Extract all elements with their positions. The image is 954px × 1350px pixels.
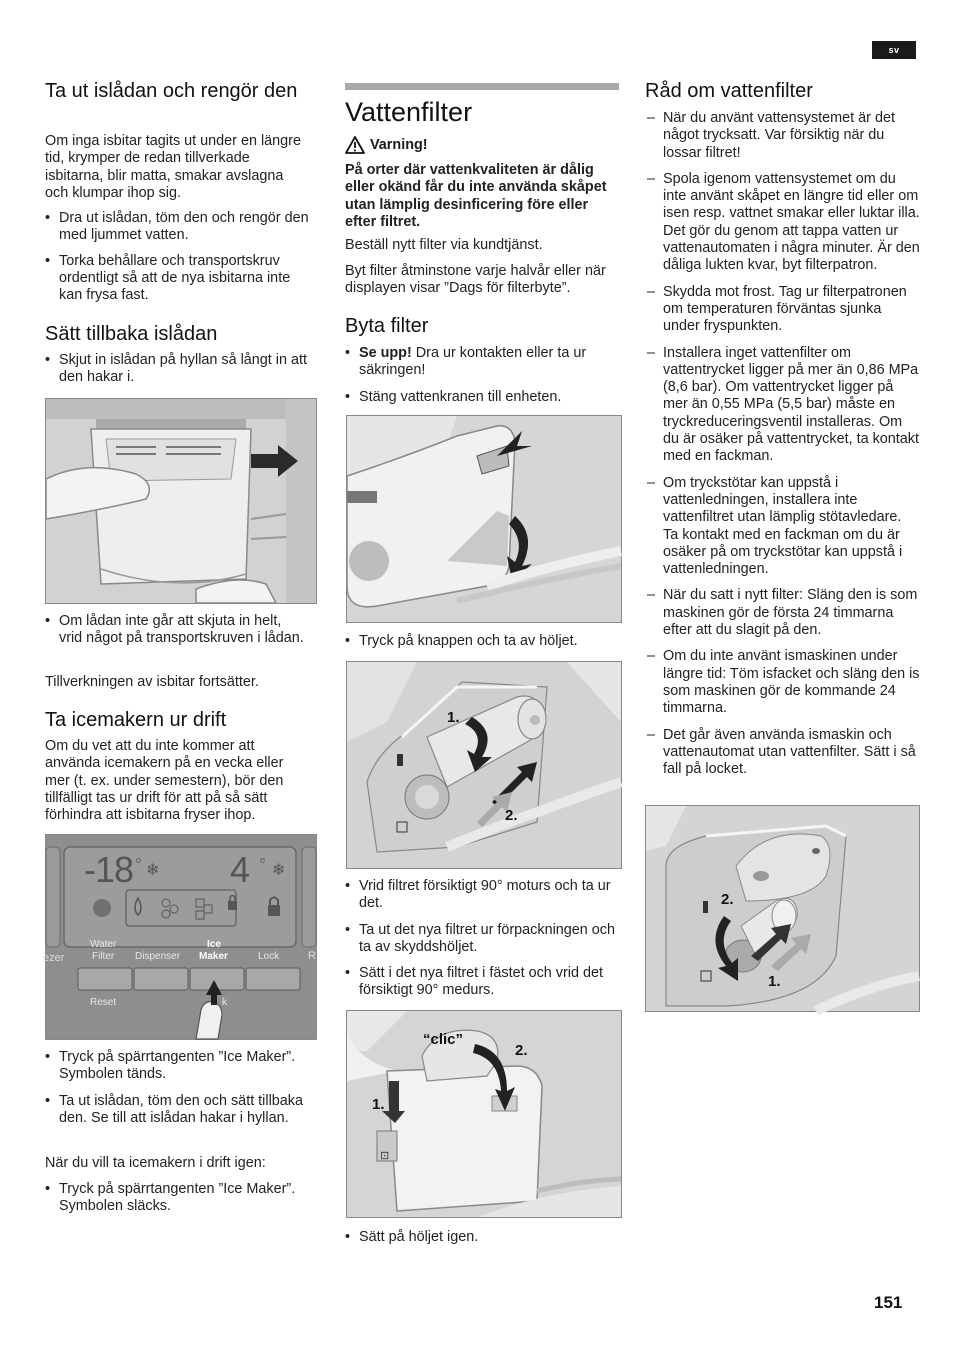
- list-item: • Om lådan inte går att skjuta in helt, vrid något på transportskruven i lådan.: [45, 613, 307, 648]
- heading-filter-advice: Råd om vattenfilter: [645, 80, 813, 102]
- svg-text:❄: ❄: [272, 862, 286, 879]
- page-title: Vattenfilter: [345, 97, 473, 127]
- cover-replace-illustration: [346, 1010, 622, 1218]
- caution-text: Dra ur kontakten eller ta ur säkringen!: [359, 345, 587, 379]
- click-label: “clic”: [423, 1031, 464, 1048]
- bullet-list-clean: [45, 210, 310, 304]
- advice-list: [645, 110, 920, 778]
- list-item: • Stäng vattenkranen till enheten.: [345, 389, 615, 406]
- label-water: Water: [90, 939, 117, 950]
- svg-text:❄: ❄: [146, 862, 160, 879]
- label-filter: Filter: [92, 951, 115, 962]
- bullet-list-disable: [45, 1049, 317, 1127]
- list-item: • Tryck på knappen och ta av höljet.: [345, 633, 615, 650]
- list-item: – Spola igenom vattensystemet om du inte använt skåpet en längre tid eller om isen resp. vattnet smakar eller luktar illa. Det gör du genom att tappa vatten ur vattenautomaten i några minuter. Är den dåliga lukten kvar, byt filterpatron.: [645, 171, 920, 275]
- list-item: – Om du inte använt ismaskinen under längre tid: Töm isfacket och släng den is som maskinen gör de kommande 24 timmarna.: [645, 648, 920, 717]
- dispenser-button[interactable]: [134, 968, 188, 990]
- step-label-1: 1.: [447, 709, 460, 726]
- page-number: 151: [874, 1293, 903, 1312]
- bullet-list-refit: [345, 1229, 615, 1246]
- language-tab: sv: [872, 41, 916, 59]
- lock-button[interactable]: [246, 968, 300, 990]
- svg-text:⊡: ⊡: [380, 1150, 390, 1162]
- temp-left-readout: -18: [84, 849, 134, 890]
- list-item: • Sätt på höljet igen.: [345, 1229, 615, 1246]
- list-item: • Tryck på spärrtangenten ”Ice Maker”. Symbolen tänds.: [45, 1049, 317, 1084]
- bullet-list-install: [345, 878, 617, 1000]
- heading-change-filter: Byta filter: [345, 315, 429, 337]
- label-lock: Lock: [258, 951, 280, 962]
- bullet-list-reenable: [45, 1181, 317, 1216]
- bullet-list-screw: [45, 613, 307, 648]
- snowflake-icon: [146, 862, 159, 879]
- list-item: • Ta ut det nya filtret ur förpackningen och ta av skyddshöljet.: [345, 922, 617, 957]
- list-item: [345, 345, 615, 380]
- step-label-2: 2.: [721, 891, 734, 908]
- list-item: • Sätt i det nya filtret i fästet och vrid det försiktigt 90° medurs.: [345, 965, 617, 1000]
- cap-install-illustration: [645, 805, 920, 1012]
- paragraph-continues: Tillverkningen av isbitar fortsätter.: [45, 674, 259, 690]
- svg-text:o: o: [136, 855, 142, 865]
- warning-triangle-icon: [345, 136, 365, 154]
- paragraph-replace-interval: Byt filter åtminstone varje halvår eller när displayen visar ”Dags för filterbyte”.: [345, 263, 606, 297]
- step-label-1: 1.: [768, 973, 781, 990]
- bullet-list-replace: [45, 352, 307, 387]
- heading-remove-ice-bin: Ta ut islådan och rengör den: [45, 80, 298, 102]
- svg-text:o: o: [260, 855, 266, 865]
- heading-replace-ice-bin: Sätt tillbaka islådan: [45, 323, 218, 345]
- filter-cover-illustration: [346, 415, 622, 623]
- warning-label: Varning!: [370, 137, 428, 153]
- heading-disable-icemaker: Ta icemakern ur drift: [45, 709, 227, 731]
- list-item: – Skydda mot frost. Tag ur filterpatronen om temperaturen förväntas sjunka under fryspunkten.: [645, 284, 920, 336]
- list-item: – Om tryckstötar kan uppstå i vattenledningen, installera inte vattenfiltret utan lämplig stötavledare. Ta kontakt med en fackman om du är osäker på om tryckstötar kan uppstå i vattenledningen.: [645, 475, 920, 579]
- step-label-1: 1.: [372, 1096, 385, 1113]
- step-label-2: 2.: [515, 1042, 528, 1059]
- paragraph-intro: Om inga isbitar tagits ut under en längre tid, krymper de redan tillverkade isbitarna, blir matta, smakar avslagna och klumpar ihop sig.: [45, 133, 301, 201]
- list-item: • Ta ut islådan, töm den och sätt tillbaka den. Se till att islådan hakar i hyllan.: [45, 1093, 317, 1128]
- warning-text: På orter där vattenkvaliteten är dålig eller okänd får du inte använda skåpet utan lämplig desinficering före eller efter filtret.: [345, 162, 607, 230]
- label-k: k: [222, 997, 227, 1008]
- paragraph-disable: Om du vet att du inte kommer att använda icemakern på en vecka eller mer (t. ex. under semestern), bör den tillfälligt tas ur drift för att på så sätt förhindra att isbitarna fryser ihop.: [45, 738, 284, 824]
- paragraph-order-filter: Beställ nytt filter via kundtjänst.: [345, 237, 543, 253]
- label-ice: Ice: [207, 939, 221, 950]
- label-dispenser: Dispenser: [135, 951, 181, 962]
- water-filter-button[interactable]: [78, 968, 132, 990]
- list-item: • Skjut in islådan på hyllan så långt in att den hakar i.: [45, 352, 307, 387]
- caution-bold: Se upp!: [359, 345, 412, 361]
- step-label-2: 2.: [505, 807, 518, 824]
- list-item: – När du använt vattensystemet är det något trycksatt. Var försiktig när du lossar filtret!: [645, 110, 920, 162]
- control-panel-illustration: [45, 834, 317, 1040]
- ice-bin-illustration: [45, 398, 317, 604]
- list-item: – Installera inget vattenfilter om vattentrycket ligger på mer än 0,86 MPa (8,6 bar). Om vattentrycket ligger på mer än 0,55 MPa (5,5 bar) måste en tryckreduceringsventil installeras. Om du är osäker på vattentrycket, ta kontakt med en fackman.: [645, 345, 920, 466]
- crushed-ice-icon: [93, 899, 111, 917]
- list-item: • Tryck på spärrtangenten ”Ice Maker”. Symbolen släcks.: [45, 1181, 317, 1216]
- bullet-list-cover: [345, 633, 615, 650]
- list-item: • Dra ut islådan, töm den och rengör den med ljummet vatten.: [45, 210, 310, 245]
- label-maker: Maker: [199, 951, 228, 962]
- list-item: – När du satt i nytt filter: Släng den is som maskinen gör de första 24 timmarna efter att du slagit på den.: [645, 587, 920, 639]
- filter-rotate-illustration: [346, 661, 622, 869]
- label-r: R: [308, 950, 316, 962]
- snowflake-icon: [272, 862, 285, 879]
- label-reset: Reset: [90, 997, 117, 1008]
- list-item: • Torka behållare och transportskruv ordentligt så att de nya isbitarna inte kan frysa fast.: [45, 253, 310, 305]
- section-rule: [345, 83, 619, 90]
- temp-right-readout: 4: [230, 849, 251, 890]
- list-item: – Det går även använda ismaskin och vattenautomat utan vattenfilter. Sätt i så fall på locket.: [645, 727, 920, 779]
- paragraph-reenable: När du vill ta icemakern i drift igen:: [45, 1155, 266, 1171]
- list-item: • Vrid filtret försiktigt 90° moturs och ta ur det.: [345, 878, 617, 913]
- label-freezer: ezer: [43, 952, 65, 964]
- bullet-list-prep: [345, 345, 615, 406]
- warning-label-row: [345, 136, 428, 154]
